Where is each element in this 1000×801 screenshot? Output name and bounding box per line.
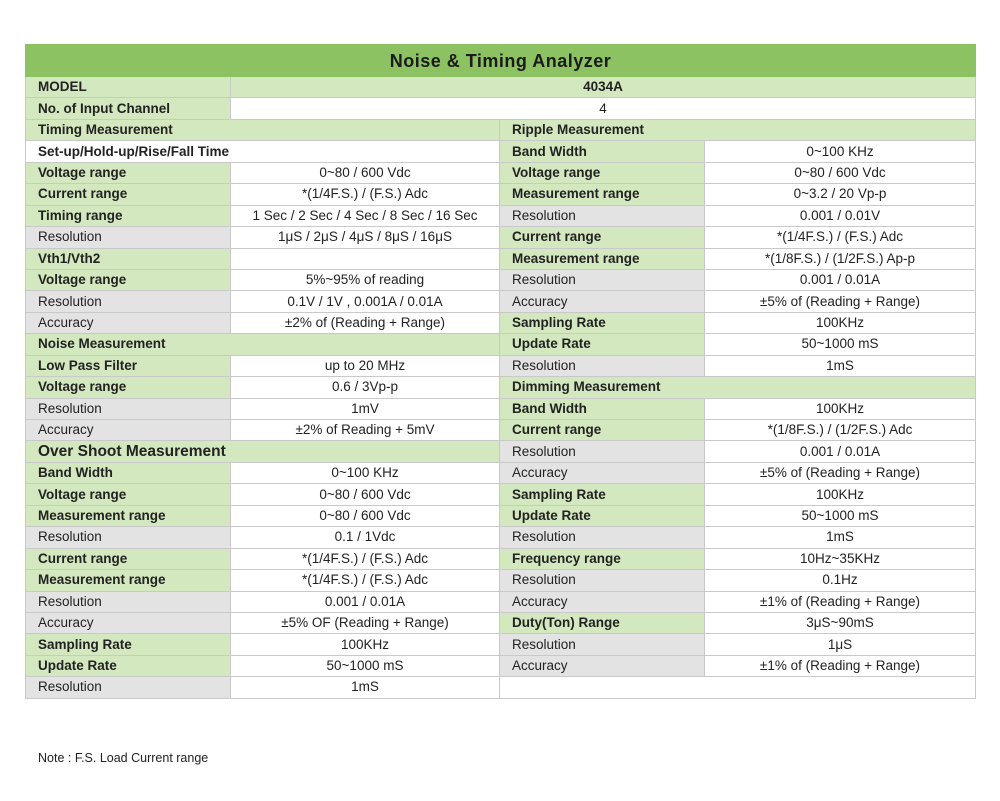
- table-row: [26, 205, 976, 226]
- spec-label: Voltage range: [500, 162, 705, 183]
- table-row: [26, 591, 976, 612]
- spec-label: Sampling Rate: [26, 634, 231, 655]
- spec-value: 0.1 / 1Vdc: [231, 527, 500, 548]
- table-row: [26, 677, 976, 698]
- spec-table: [25, 44, 976, 699]
- model-value: 4034A: [231, 77, 976, 98]
- spec-label: Resolution: [26, 398, 231, 419]
- spec-label: Accuracy: [26, 612, 231, 633]
- spec-value: 1μS: [705, 634, 976, 655]
- table-row: [26, 355, 976, 376]
- spec-value: 0~80 / 600 Vdc: [231, 505, 500, 526]
- table-row: [26, 248, 976, 269]
- table-row: [26, 548, 976, 569]
- table-row: [26, 634, 976, 655]
- spec-label: Measurement range: [26, 505, 231, 526]
- spec-value: 0~3.2 / 20 Vp-p: [705, 184, 976, 205]
- spec-label: Sampling Rate: [500, 312, 705, 333]
- spec-value: 5%~95% of reading: [231, 269, 500, 290]
- spec-value: 3μS~90mS: [705, 612, 976, 633]
- table-row: [26, 484, 976, 505]
- spec-label: Current range: [26, 548, 231, 569]
- spec-value: [231, 248, 500, 269]
- spec-label: Current range: [500, 420, 705, 441]
- table-row: [26, 398, 976, 419]
- spec-value: 0.001 / 0.01A: [705, 269, 976, 290]
- spec-value: 0.1V / 1V , 0.001A / 0.01A: [231, 291, 500, 312]
- spec-label: Resolution: [26, 677, 231, 698]
- spec-value: 1mV: [231, 398, 500, 419]
- table-row: [26, 505, 976, 526]
- spec-value: *(1/4F.S.) / (F.S.) Adc: [231, 570, 500, 591]
- table-row: [26, 141, 976, 162]
- spec-value: 0.001 / 0.01A: [231, 591, 500, 612]
- spec-value: 0~80 / 600 Vdc: [705, 162, 976, 183]
- spec-label: Resolution: [26, 527, 231, 548]
- model-row: [26, 77, 976, 98]
- spec-value: 0~80 / 600 Vdc: [231, 162, 500, 183]
- spec-label: Accuracy: [500, 591, 705, 612]
- spec-value: 0.6 / 3Vp-p: [231, 377, 500, 398]
- spec-value: ±1% of (Reading + Range): [705, 655, 976, 676]
- spec-value: 50~1000 mS: [231, 655, 500, 676]
- spec-value: ±2% of Reading + 5mV: [231, 420, 500, 441]
- spec-label: Update Rate: [500, 334, 705, 355]
- spec-value: ±5% of (Reading + Range): [705, 462, 976, 483]
- table-row: [26, 334, 976, 355]
- spec-label: Vth1/Vth2: [26, 248, 231, 269]
- spec-label: Accuracy: [500, 655, 705, 676]
- spec-value: ±2% of (Reading + Range): [231, 312, 500, 333]
- spec-label: Current range: [26, 184, 231, 205]
- channel-label: No. of Input Channel: [26, 98, 231, 119]
- spec-value: ±1% of (Reading + Range): [705, 591, 976, 612]
- spec-label: Low Pass Filter: [26, 355, 231, 376]
- spec-label: Resolution: [500, 355, 705, 376]
- table-row: [26, 269, 976, 290]
- spec-label: Voltage range: [26, 269, 231, 290]
- section-header: Timing Measurement: [26, 119, 500, 140]
- spec-value: ±5% of (Reading + Range): [705, 291, 976, 312]
- spec-value: 0~80 / 600 Vdc: [231, 484, 500, 505]
- spec-value: *(1/8F.S.) / (1/2F.S.) Ap-p: [705, 248, 976, 269]
- spec-value: *(1/4F.S.) / (F.S.) Adc: [705, 227, 976, 248]
- spec-label: Band Width: [500, 398, 705, 419]
- spec-value: 0~100 KHz: [705, 141, 976, 162]
- model-label: MODEL: [26, 77, 231, 98]
- spec-label: Current range: [500, 227, 705, 248]
- spec-label: Accuracy: [26, 312, 231, 333]
- spec-label: Timing range: [26, 205, 231, 226]
- channel-row: [26, 98, 976, 119]
- spec-label: Accuracy: [500, 291, 705, 312]
- spec-value: 1mS: [705, 355, 976, 376]
- table-row: [26, 312, 976, 333]
- table-row: [26, 655, 976, 676]
- spec-value: 100KHz: [705, 398, 976, 419]
- table-row: [26, 612, 976, 633]
- section-header: Noise Measurement: [26, 334, 500, 355]
- spec-label: Measurement range: [500, 184, 705, 205]
- section-header: Over Shoot Measurement: [26, 441, 500, 462]
- table-row: [26, 570, 976, 591]
- spec-value: 1mS: [705, 527, 976, 548]
- spec-value: 1μS / 2μS / 4μS / 8μS / 16μS: [231, 227, 500, 248]
- section-header: Dimming Measurement: [500, 377, 976, 398]
- spec-value: 50~1000 mS: [705, 505, 976, 526]
- spec-label: Accuracy: [500, 462, 705, 483]
- spec-value: 100KHz: [705, 312, 976, 333]
- spec-label: Update Rate: [500, 505, 705, 526]
- spec-label: Band Width: [26, 462, 231, 483]
- spec-value: *(1/4F.S.) / (F.S.) Adc: [231, 548, 500, 569]
- spec-value: 100KHz: [705, 484, 976, 505]
- spec-label: Sampling Rate: [500, 484, 705, 505]
- table-row: [26, 162, 976, 183]
- spec-value: 0.1Hz: [705, 570, 976, 591]
- table-row: [26, 420, 976, 441]
- table-row: [26, 377, 976, 398]
- table-row: [26, 291, 976, 312]
- spec-value: 1 Sec / 2 Sec / 4 Sec / 8 Sec / 16 Sec: [231, 205, 500, 226]
- title-row: [26, 45, 976, 77]
- channel-value: 4: [231, 98, 976, 119]
- spec-label: Update Rate: [26, 655, 231, 676]
- spec-label: Voltage range: [26, 162, 231, 183]
- spec-label: Voltage range: [26, 377, 231, 398]
- spec-label: Resolution: [500, 205, 705, 226]
- spec-value: 0~100 KHz: [231, 462, 500, 483]
- spec-value: up to 20 MHz: [231, 355, 500, 376]
- spec-label: Resolution: [26, 227, 231, 248]
- table-title: Noise & Timing Analyzer: [26, 45, 976, 77]
- spec-label: Resolution: [26, 291, 231, 312]
- table-row: [26, 441, 976, 462]
- spec-label: Resolution: [500, 441, 705, 462]
- spec-value: *(1/4F.S.) / (F.S.) Adc: [231, 184, 500, 205]
- spec-label: Resolution: [500, 269, 705, 290]
- spec-value: 1mS: [231, 677, 500, 698]
- spec-label: Frequency range: [500, 548, 705, 569]
- table-row: [26, 462, 976, 483]
- spec-label: Accuracy: [26, 420, 231, 441]
- spec-value: 10Hz~35KHz: [705, 548, 976, 569]
- footnote: Note : F.S. Load Current range: [38, 751, 209, 765]
- spec-label: Duty(Ton) Range: [500, 612, 705, 633]
- section-header: Set-up/Hold-up/Rise/Fall Time: [26, 141, 500, 162]
- spec-label: Band Width: [500, 141, 705, 162]
- table-row: [26, 527, 976, 548]
- spec-value: 50~1000 mS: [705, 334, 976, 355]
- spec-label: Measurement range: [26, 570, 231, 591]
- table-row: [26, 119, 976, 140]
- spec-value: *(1/8F.S.) / (1/2F.S.) Adc: [705, 420, 976, 441]
- spec-value: ±5% OF (Reading + Range): [231, 612, 500, 633]
- spec-label: Measurement range: [500, 248, 705, 269]
- table-row: [26, 227, 976, 248]
- spec-label: Voltage range: [26, 484, 231, 505]
- right-row-26-empty-cell: [500, 677, 976, 698]
- section-header: Ripple Measurement: [500, 119, 976, 140]
- spec-value: 0.001 / 0.01V: [705, 205, 976, 226]
- spec-value: 100KHz: [231, 634, 500, 655]
- spec-label: Resolution: [500, 570, 705, 591]
- spec-label: Resolution: [500, 527, 705, 548]
- spec-label: Resolution: [26, 591, 231, 612]
- spec-value: 0.001 / 0.01A: [705, 441, 976, 462]
- spec-label: Resolution: [500, 634, 705, 655]
- table-row: [26, 184, 976, 205]
